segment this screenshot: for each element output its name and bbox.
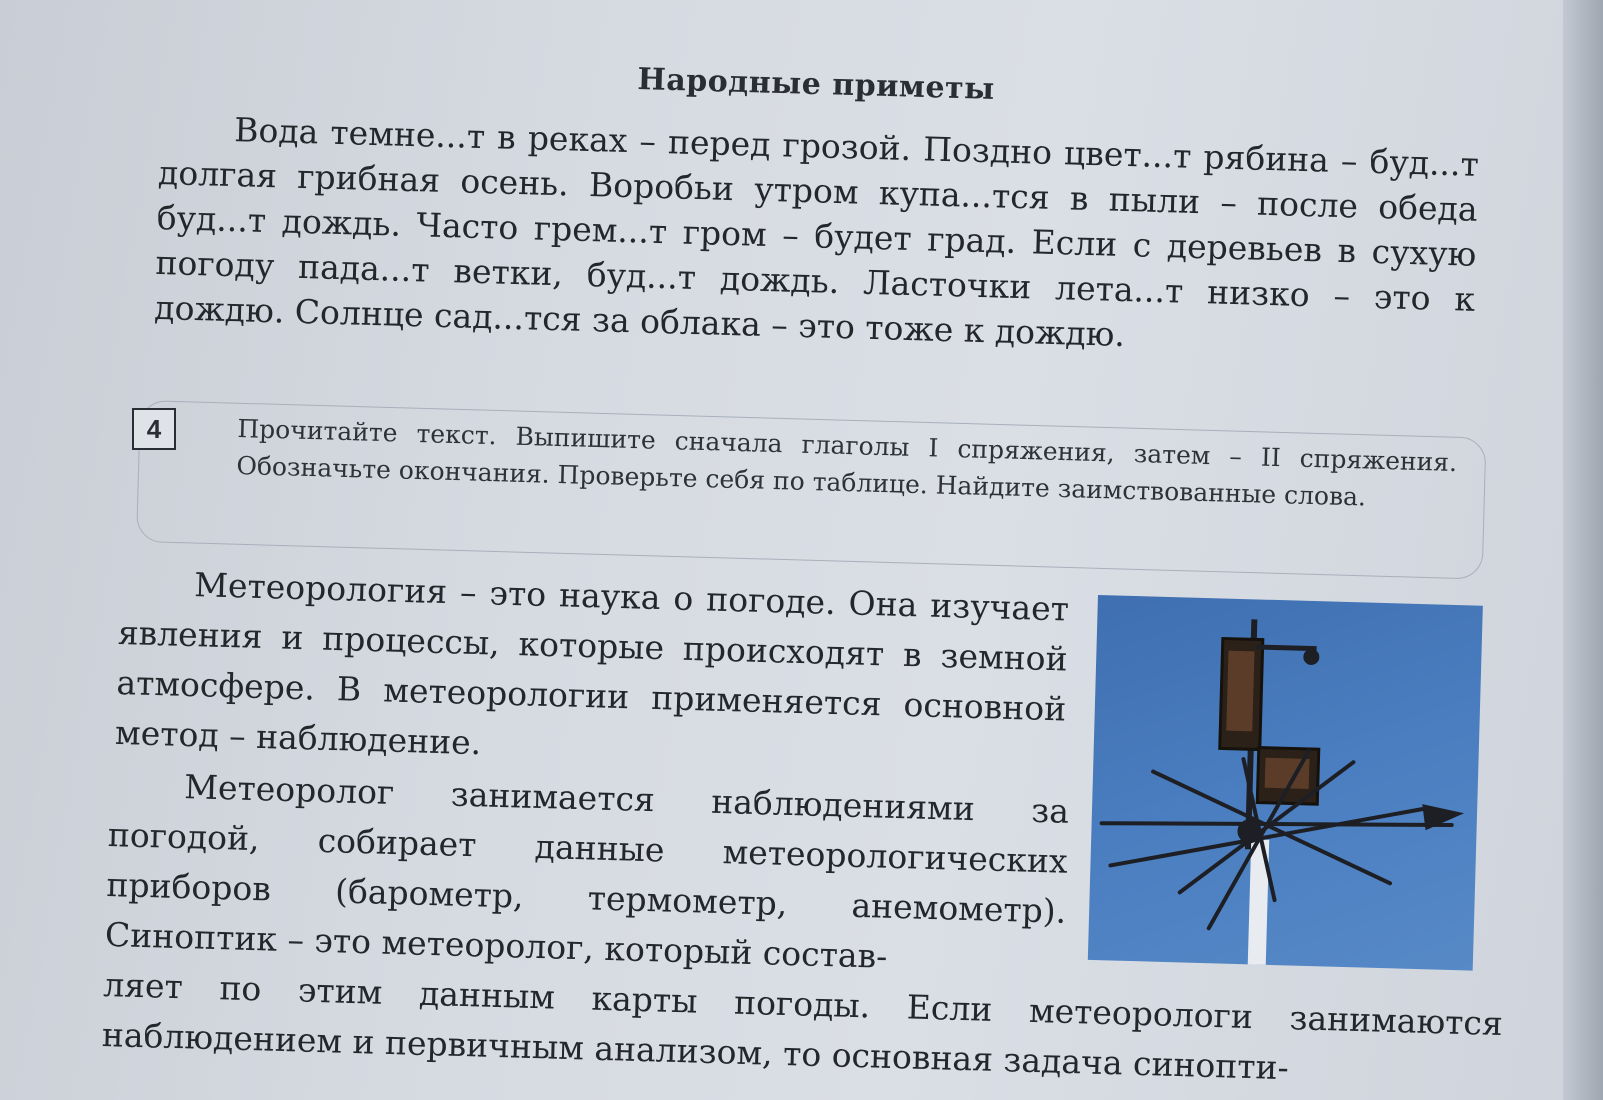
task-instruction: Прочитайте текст. Выпишите сначала глаголы I спряжения, затем – II спряжения. Обозначьте окончания. Проверьте себя по таблице. Найдите заимствованные слова. [236, 413, 1458, 512]
meteorologist-text: Метеоролог занимается наблюдениями за погодой, собирает данные метеорологических приборов (барометр, термометр, анемометр). Синоптик – это метеоролог, который состав- [104, 767, 1070, 976]
weather-vane-illustration [1088, 595, 1483, 971]
meteorologist-paragraph [104, 760, 1069, 987]
folk-signs-paragraph [154, 105, 1480, 367]
section-heading: Народные приметы [637, 62, 996, 107]
forecaster-paragraph: ляет по этим данным карты погоды. Если метеорологи занимаются наблюдением и первичным анализом, то основная задача синопти- [101, 964, 1504, 1088]
weather-vane-photo [1088, 595, 1483, 971]
vane-arrow-head [1422, 804, 1465, 831]
sensor-cup [1303, 649, 1319, 665]
page-edge [1563, 0, 1603, 1100]
instrument-box-window [1226, 651, 1254, 732]
folk-signs-text: Вода темне...т в реках – перед грозой. Поздно цвет...т рябина – буд...т долгая грибная осень. Воробьи утром купа...тся в пыли – после обеда буд...т дождь. Часто грем...т гром – будет град. Если с деревьев в сухую погоду пада...т ветки, буд...т дождь. Ласточки лета...т низко – это к дождю. Солнце сад...тся за облака – это тоже к дождю. [153, 110, 1480, 355]
task-number: 4 [132, 408, 176, 450]
meteorology-text: Метеорология – это наука о погоде. Она изучает явления и процессы, которые происходят в земной атмосфере. В метеорологии применяется основной метод – наблюдение. [114, 565, 1070, 763]
meteorology-paragraph [114, 558, 1069, 784]
